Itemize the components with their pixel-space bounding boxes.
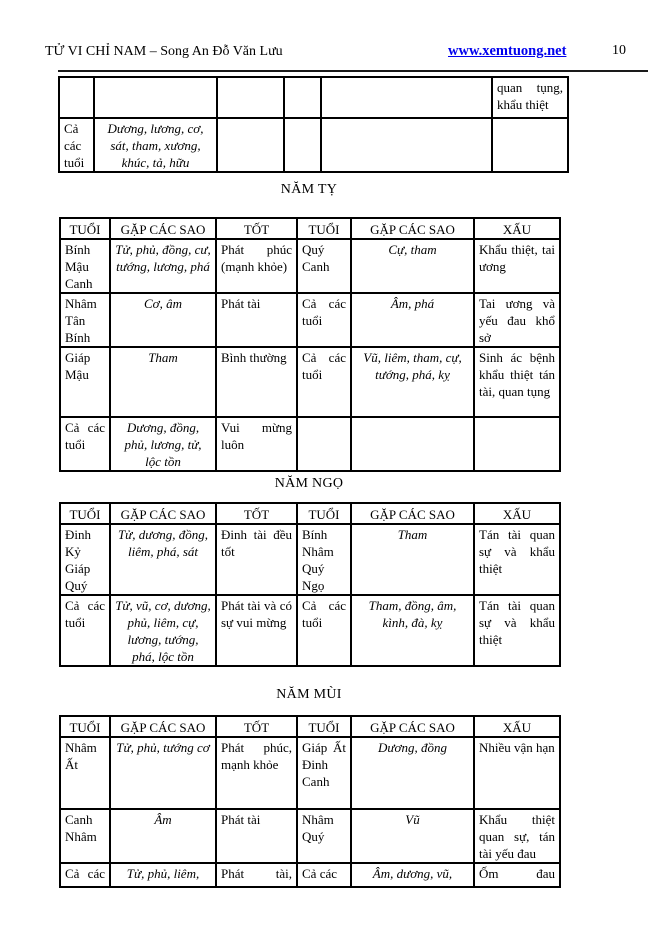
table-cell: Cả các tuổi xyxy=(60,595,110,666)
table-cell: Dương, đồng xyxy=(351,737,474,809)
table-cell: Đinh Kỷ Giáp Quý xyxy=(60,524,110,595)
table-cell xyxy=(321,77,492,118)
table-cell: Tử, dương, đồng, liêm, phá, sát xyxy=(110,524,216,595)
nam-ngo-table-body xyxy=(60,524,560,666)
table-cell: Phát tài xyxy=(216,809,297,863)
table-cell: Cả các tuổi xyxy=(60,417,110,471)
table-cell: Cả các tuổi xyxy=(297,347,351,417)
table-cell: Tử, vũ, cơ, dương, phủ, liêm, cự, lương, tướng, phá, lộc tồn xyxy=(110,595,216,666)
column-header: XẤU xyxy=(474,716,560,737)
table-row xyxy=(60,863,560,887)
nam-mui-header-row xyxy=(60,716,560,737)
table-cell: Bình thường xyxy=(216,347,297,417)
continuation-table-body xyxy=(59,77,568,172)
table-cell: Phát phúc (mạnh khỏe) xyxy=(216,239,297,293)
table-cell: Khẩu thiệt, tai ương xyxy=(474,239,560,293)
table-row xyxy=(60,595,560,666)
section-title-nam-ngo: NĂM NGỌ xyxy=(274,476,344,491)
table-cell: Âm, dương, vũ, xyxy=(351,863,474,887)
nam-ngo-header-row xyxy=(60,503,560,524)
table-cell xyxy=(492,118,568,172)
column-header: TUỔI xyxy=(60,503,110,524)
nam-ty-header-row xyxy=(60,218,560,239)
table-cell: Cả các tuổi xyxy=(297,595,351,666)
column-header: XẤU xyxy=(474,218,560,239)
table-cell xyxy=(284,77,321,118)
nam-ngo-table xyxy=(59,502,561,667)
table-cell: quan tụng, khẩu thiệt xyxy=(492,77,568,118)
column-header: TUỔI xyxy=(60,218,110,239)
table-cell: Vui mừng luôn xyxy=(216,417,297,471)
table-cell xyxy=(217,118,284,172)
table-cell: Khẩu thiệt quan sự, tán tài yếu đau xyxy=(474,809,560,863)
table-cell: Âm xyxy=(110,809,216,863)
section-title-nam-ty: NĂM TỴ xyxy=(280,182,338,197)
table-cell: Phát tài và có sự vui mừng xyxy=(216,595,297,666)
table-cell xyxy=(284,118,321,172)
table-cell: Bính Nhâm Quý Ngọ xyxy=(297,524,351,595)
table-cell: Dương, lương, cơ, sát, tham, xương, khúc, tả, hữu xyxy=(94,118,217,172)
table-cell: Tử, phủ, đồng, cư, tướng, lương, phá xyxy=(110,239,216,293)
continuation-table xyxy=(58,76,569,173)
table-cell xyxy=(297,417,351,471)
table-row xyxy=(59,118,568,172)
table-cell: Nhâm Quý xyxy=(297,809,351,863)
table-cell: Tham, đồng, âm, kình, đà, kỵ xyxy=(351,595,474,666)
table-cell xyxy=(217,77,284,118)
nam-ty-table xyxy=(59,217,561,472)
table-cell: Cự, tham xyxy=(351,239,474,293)
table-cell: Tai ương và yếu đau khổ sở xyxy=(474,293,560,347)
table-cell: Sinh ác bệnh khẩu thiệt tán tài, quan tụng xyxy=(474,347,560,417)
table-cell: Đinh tài đều tốt xyxy=(216,524,297,595)
table-cell xyxy=(59,77,94,118)
table-cell: Phát tài, xyxy=(216,863,297,887)
column-header: GẶP CÁC SAO xyxy=(351,503,474,524)
table-row xyxy=(60,524,560,595)
column-header: TUỔI xyxy=(297,218,351,239)
column-header: TỐT xyxy=(216,716,297,737)
table-cell: Vũ, liêm, tham, cự, tướng, phá, kỵ xyxy=(351,347,474,417)
header-divider xyxy=(58,70,648,72)
section-title-nam-mui: NĂM MÙI xyxy=(276,687,342,702)
table-cell: Bính Mậu Canh xyxy=(60,239,110,293)
table-cell: Cả các tuổi xyxy=(59,118,94,172)
table-cell: Giáp Ất Đinh Canh xyxy=(297,737,351,809)
table-cell: Cả các xyxy=(60,863,110,887)
nam-mui-table-body xyxy=(60,737,560,887)
table-row xyxy=(60,809,560,863)
table-cell: Âm, phá xyxy=(351,293,474,347)
table-cell: Tán tài quan sự và khẩu thiệt xyxy=(474,524,560,595)
table-cell: Giáp Mậu xyxy=(60,347,110,417)
table-cell: Tham xyxy=(110,347,216,417)
column-header: TUỔI xyxy=(297,716,351,737)
column-header: GẶP CÁC SAO xyxy=(110,716,216,737)
table-cell: Phát phúc, mạnh khỏe xyxy=(216,737,297,809)
table-cell: Cơ, âm xyxy=(110,293,216,347)
table-row xyxy=(60,347,560,417)
column-header: GẶP CÁC SAO xyxy=(110,503,216,524)
table-cell: Tử, phủ, liêm, xyxy=(110,863,216,887)
table-cell: Cả các tuổi xyxy=(297,293,351,347)
table-cell: Phát tài xyxy=(216,293,297,347)
column-header: TUỔI xyxy=(297,503,351,524)
table-cell xyxy=(321,118,492,172)
table-row xyxy=(60,737,560,809)
table-cell: Tham xyxy=(351,524,474,595)
table-cell: Tán tài quan sự và khẩu thiệt xyxy=(474,595,560,666)
table-cell: Quý Canh xyxy=(297,239,351,293)
table-cell: Canh Nhâm xyxy=(60,809,110,863)
table-row xyxy=(59,77,568,118)
table-cell: Nhâm Ất xyxy=(60,737,110,809)
column-header: TUỔI xyxy=(60,716,110,737)
column-header: XẤU xyxy=(474,503,560,524)
table-cell: Nhiều vận hạn xyxy=(474,737,560,809)
table-cell: Cả các xyxy=(297,863,351,887)
table-row xyxy=(60,293,560,347)
table-cell xyxy=(351,417,474,471)
column-header: GẶP CÁC SAO xyxy=(110,218,216,239)
column-header: TỐT xyxy=(216,218,297,239)
table-row xyxy=(60,417,560,471)
page-number: 10 xyxy=(612,43,626,58)
column-header: GẶP CÁC SAO xyxy=(351,716,474,737)
table-cell: Vũ xyxy=(351,809,474,863)
table-cell: Nhâm Tân Bính xyxy=(60,293,110,347)
column-header: TỐT xyxy=(216,503,297,524)
document-title: TỬ VI CHỈ NAM – Song An Đỗ Văn Lưu xyxy=(45,44,283,59)
table-cell: Tử, phủ, tướng cơ xyxy=(110,737,216,809)
table-cell xyxy=(94,77,217,118)
table-cell: Dương, đồng, phủ, lương, tử, lộc tồn xyxy=(110,417,216,471)
column-header: GẶP CÁC SAO xyxy=(351,218,474,239)
table-row xyxy=(60,239,560,293)
table-cell: Ốm đau xyxy=(474,863,560,887)
nam-mui-table xyxy=(59,715,561,888)
table-cell xyxy=(474,417,560,471)
website-link[interactable]: www.xemtuong.net xyxy=(448,43,567,59)
nam-ty-table-body xyxy=(60,239,560,471)
